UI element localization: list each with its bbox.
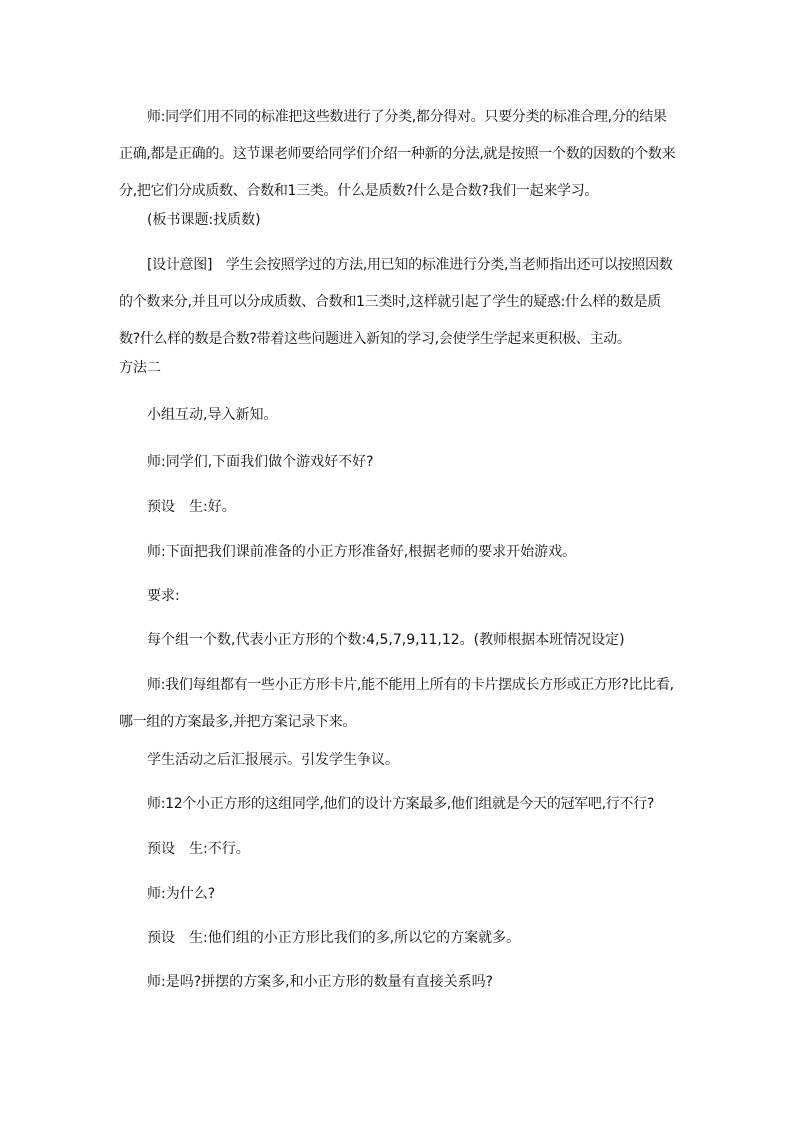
paragraph-teacher-question: 师:是吗?拼摆的方案多,和小正方形的数量有直接关系吗? [147, 974, 494, 990]
paragraph-preset-yes: 预设 生:好。 [147, 499, 236, 515]
paragraph-teacher-game: 师:同学们,下面我们做个游戏好不好? [147, 454, 374, 470]
paragraph-teacher-champion: 师:12个小正方形的这组同学,他们的设计方案最多,他们组就是今天的冠军吧,行不行? [147, 796, 655, 812]
paragraph-preset-more-squares: 预设 生:他们组的小正方形比我们的多,所以它的方案就多。 [147, 930, 521, 946]
paragraph-group-interaction: 小组互动,导入新知。 [147, 407, 278, 423]
paragraph-teacher-prepare: 师:下面把我们课前准备的小正方形准备好,根据老师的要求开始游戏。 [147, 544, 577, 560]
paragraph-group-numbers: 每个组一个数,代表小正方形的个数:4,5,7,9,11,12。(教师根据本班情况设定) [147, 632, 625, 648]
paragraph-design-intent: [设计意图] 学生会按照学过的方法,用已知的标准进行分类,当老师指出还可以按照因数的个数来分,并且可以分成质数、合数和1三类时,这样就引起了学生的疑惑:什么样的数是质数?什么样的数是合数?带着这些问题进入新知的学习,会使学生学起来更积极、主动。 [119, 257, 673, 347]
paragraph-teacher-intro: 师:同学们用不同的标准把这些数进行了分类,都分得对。只要分类的标准合理,分的结果正确,都是正确的。这节课老师要给同学们介绍一种新的分法,就是按照一个数的因数的个数来分,把它们分成质数、合数和1三类。什么是质数?什么是合数?我们一起来学习。 [119, 109, 676, 199]
paragraph-teacher-cards: 师:我们每组都有一些小正方形卡片,能不能用上所有的卡片摆成长方形或正方形?比比看,哪一组的方案最多,并把方案记录下来。 [119, 677, 674, 730]
paragraph-teacher-why: 师:为什么? [147, 886, 216, 902]
paragraph-requirement: 要求: [147, 588, 180, 604]
section-heading-method-two: 方法二 [119, 360, 161, 376]
paragraph-preset-no: 预设 生:不行。 [147, 841, 250, 857]
paragraph-board-title: (板书课题:找质数) [147, 212, 261, 228]
paragraph-student-report: 学生活动之后汇报展示。引发学生争议。 [147, 752, 399, 768]
